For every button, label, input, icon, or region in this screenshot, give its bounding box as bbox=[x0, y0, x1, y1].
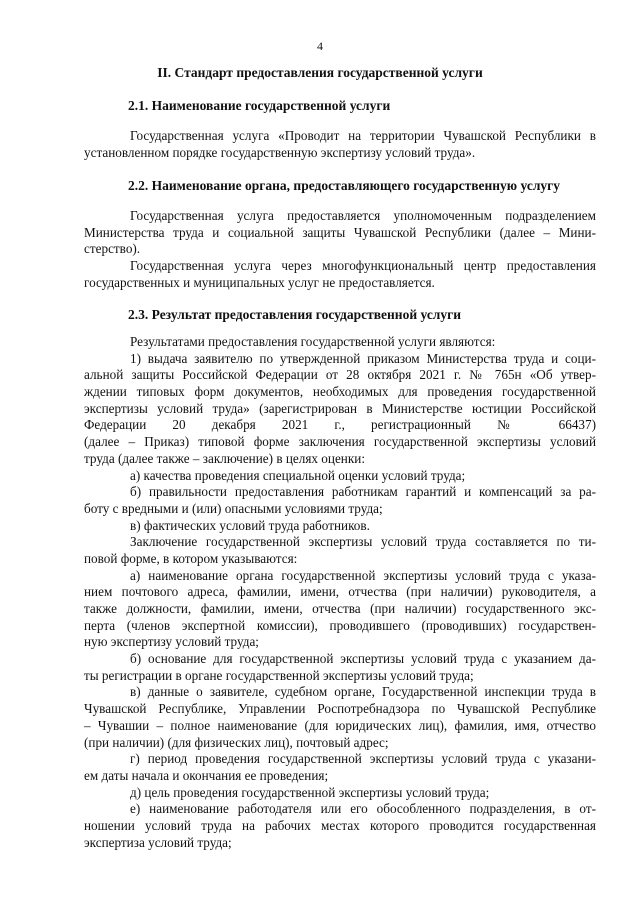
text-line: б) основание для государственной экспертизы условий труда с указанием да- bbox=[130, 651, 596, 667]
text-line: д) цель проведения государственной экспертизы условий труда; bbox=[130, 784, 490, 800]
section-title: II. Стандарт предоставления государственной услуги bbox=[157, 65, 483, 80]
heading-2-2: 2.2. Наименование органа, предоставляющего государственную услугу bbox=[128, 178, 561, 193]
text-line: в) данные о заявителе, судебном органе, Государственной инспекции труда в bbox=[130, 684, 596, 700]
text-line: повой форме, в котором указываются: bbox=[84, 550, 298, 566]
text-line: Чувашской Республике, Управлении Роспотребнадзора по Чувашской Республике bbox=[84, 701, 596, 717]
text-line: боту с вредными и (или) опасными условиями труда; bbox=[84, 500, 383, 516]
text-line: Федерации 20 декабря 2021 г., регистрационный № 66437) bbox=[84, 417, 596, 433]
heading-2-1: 2.1. Наименование государственной услуги bbox=[128, 98, 391, 113]
text-line: установленном порядке государственную экспертизу условий труда». bbox=[84, 144, 476, 160]
page-number: 4 bbox=[317, 39, 323, 53]
text-line: альной защиты Российской Федерации от 28 октября 2021 г. № 765н «Об утвер- bbox=[84, 367, 596, 383]
text-line: ждении типовых форм документов, необходимых для проведения государственной bbox=[84, 384, 596, 400]
paragraph-2-1 bbox=[84, 128, 596, 161]
text-line: (далее – Приказ) типовой форме заключения государственной экспертизы условий bbox=[84, 434, 596, 450]
text-line: – Чувашии – полное наименование (для юридических лиц), фамилия, имя, отчество bbox=[84, 717, 596, 733]
paragraph-2-3 bbox=[84, 334, 596, 851]
text-line: в) фактических условий труда работников. bbox=[130, 517, 370, 533]
text-line: Результатами предоставления государственной услуги являются: bbox=[130, 334, 496, 349]
text-line: ем даты начала и окончания ее проведения; bbox=[84, 767, 329, 783]
text-line: государственных и муниципальных услуг не предоставляется. bbox=[84, 274, 435, 290]
text-line: труда (далее также – заключение) в целях оценки: bbox=[84, 450, 365, 466]
text-line: нием почтового адреса, фамилии, имени, отчества (при наличии) руководителя, а bbox=[84, 584, 596, 600]
text-line: г) период проведения государственной экспертизы условий труда с указани- bbox=[130, 751, 596, 767]
text-line: Заключение государственной экспертизы условий труда составляется по ти- bbox=[130, 534, 596, 550]
text-line: перта (членов экспертной комиссии), проводившего (проводивших) государствен- bbox=[84, 617, 596, 633]
text-line: е) наименование работодателя или его обособленного подразделения, в от- bbox=[130, 801, 596, 817]
text-line: Государственная услуга «Проводит на территории Чувашской Республики в bbox=[130, 128, 596, 143]
text-line: ную экспертизу условий труда; bbox=[84, 634, 259, 650]
text-line: экспертизы условий труда» (зарегистрирован в Министерстве юстиции Российской bbox=[84, 400, 596, 416]
text-line: стерство). bbox=[84, 241, 141, 257]
text-line: Государственная услуга через многофункциональный центр предоставления bbox=[130, 258, 596, 274]
text-line: а) наименование органа государственной экспертизы условий труда с указа- bbox=[130, 567, 596, 583]
text-line: ты регистрации в органе государственной экспертизы условий труда; bbox=[84, 667, 474, 683]
text-line: также должности, фамилии, имени, отчества (при наличии) государственного экс- bbox=[84, 601, 596, 616]
heading-2-3: 2.3. Результат предоставления государственной услуги bbox=[128, 307, 462, 322]
paragraph-2-2 bbox=[84, 208, 596, 291]
text-line: Министерства труда и социальной защиты Чувашской Республики (далее – Мини- bbox=[84, 224, 596, 240]
text-line: экспертиза условий труда; bbox=[84, 834, 232, 850]
text-line: 1) выдача заявителю по утвержденной приказом Министерства труда и соци- bbox=[130, 350, 596, 366]
text-line: б) правильности предоставления работникам гарантий и компенсаций за ра- bbox=[130, 484, 596, 500]
text-line: а) качества проведения специальной оценки условий труда; bbox=[130, 467, 466, 483]
text-line: Государственная услуга предоставляется уполномоченным подразделением bbox=[130, 208, 596, 223]
text-line: ношении условий труда на рабочих местах которого проводится государственная bbox=[84, 817, 596, 833]
text-line: (при наличии) (для физических лиц), почтовый адрес; bbox=[84, 734, 389, 750]
